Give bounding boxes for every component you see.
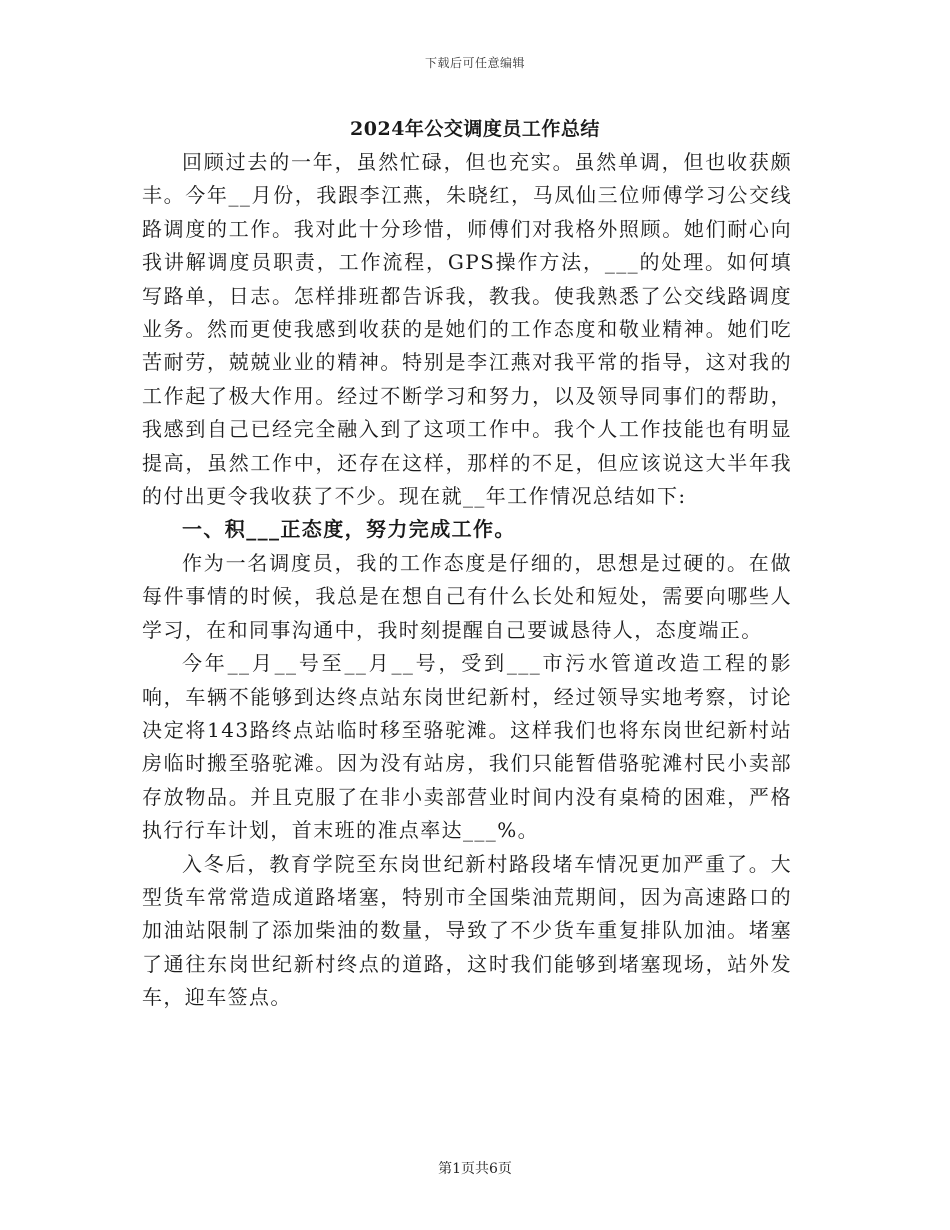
paragraph-attitude: 作为一名调度员，我的工作态度是仔细的，思想是过硬的。在做每件事情的时候，我总是在想自己有什么长处和短处，需要向哪些人学习，在和同事沟通中，我时刻提醒自己要诚恳待人，态度端正。 (142, 550, 792, 642)
header-note: 下载后可任意编辑 (424, 56, 525, 70)
page-number: 第1页共6页 (438, 1161, 512, 1177)
paragraph-relocation: 今年__月__号至__月__号，受到___市污水管道改造工程的影响，车辆不能够到达终点站东岗世纪新村，经过领导实地考察，讨论决定将143路终点站临时移至骆驼滩。这样我们也将东岗世纪新村站房临时搬至骆驼滩。因为没有站房，我们只能暂借骆驼滩村民小卖部存放物品。并且克服了在非小卖部营业时间内没有桌椅的困难，严格执行行车计划，首末班的准点率达___%。 (142, 651, 792, 843)
paragraph-intro: 回顾过去的一年，虽然忙碌，但也充实。虽然单调，但也收获颇丰。今年__月份，我跟李江燕，朱晓红，马凤仙三位师傅学习公交线路调度的工作。我对此十分珍惜，师傅们对我格外照顾。她们耐心向我讲解调度员职责，工作流程，GPS操作方法，___的处理。如何填写路单，日志。怎样排班都告诉我，教我。使我熟悉了公交线路调度业务。然而更使我感到收获的是她们的工作态度和敬业精神。她们吃苦耐劳，兢兢业业的精神。特别是李江燕对我平常的指导，这对我的工作起了极大作用。经过不断学习和努力，以及领导同事们的帮助，我感到自己已经完全融入到了这项工作中。我个人工作技能也有明显提高，虽然工作中，还存在这样，那样的不足，但应该说这大半年我的付出更令我收获了不少。现在就__年工作情况总结如下: (142, 150, 792, 509)
document-title: 2024年公交调度员工作总结 (350, 118, 600, 140)
document-body (142, 146, 792, 1015)
section-heading-1: 一、积___正态度，努力完成工作。 (182, 517, 516, 542)
paragraph-winter: 入冬后，教育学院至东岗世纪新村路段堵车情况更加严重了。大型货车常常造成道路堵塞，特别市全国柴油荒期间，因为高速路口的加油站限制了添加柴油的数量，导致了不少货车重复排队加油。堵塞了通往东岗世纪新村终点的道路，这时我们能够到堵塞现场，站外发车，迎车签点。 (142, 851, 792, 1010)
